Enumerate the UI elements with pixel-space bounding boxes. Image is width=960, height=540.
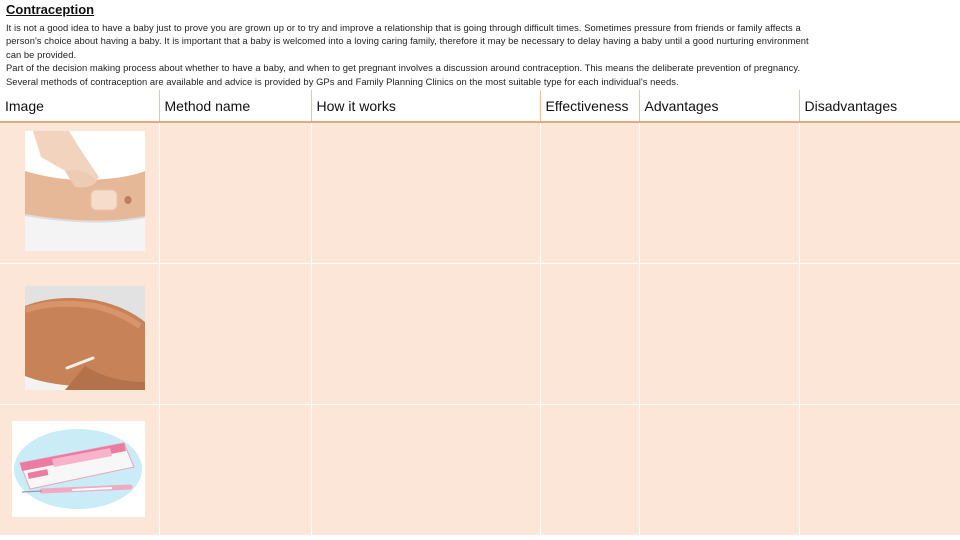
method-name-cell[interactable]: [159, 122, 311, 264]
effectiveness-cell[interactable]: [540, 405, 639, 536]
effectiveness-cell[interactable]: [540, 264, 639, 405]
method-name-cell[interactable]: [159, 405, 311, 536]
header-advantages: Advantages: [639, 90, 799, 122]
how-it-works-cell[interactable]: [311, 122, 540, 264]
contraception-table: [0, 90, 960, 536]
advantages-cell[interactable]: [639, 122, 799, 264]
advantages-cell[interactable]: [639, 264, 799, 405]
method-name-cell[interactable]: [159, 264, 311, 405]
how-it-works-cell[interactable]: [311, 405, 540, 536]
intro-line: Several methods of contraception are available and advice is provided by GPs and Family Planning Clinics on the most suitable type for each individual's needs.: [6, 75, 679, 87]
header-effectiveness: Effectiveness: [540, 90, 639, 122]
table-header-row: [0, 90, 960, 122]
table-row: [0, 264, 960, 405]
disadvantages-cell[interactable]: [799, 264, 960, 405]
effectiveness-cell[interactable]: [540, 122, 639, 264]
intro-line: It is not a good idea to have a baby just to prove you are grown up or to try and improve a relationship that is going through difficult times. Sometimes pressure from friends or family affects a: [6, 22, 801, 33]
table-row: [0, 122, 960, 264]
intro-line: person's choice about having a baby. It is important that a baby is welcomed into a loving caring family, therefore it may be necessary to delay having a baby until a good nurturing environment: [6, 35, 809, 47]
disadvantages-cell[interactable]: [799, 405, 960, 536]
header-disadvantages: Disadvantages: [799, 90, 960, 122]
contraceptive-injection-photo: [12, 421, 145, 517]
disadvantages-cell[interactable]: [799, 122, 960, 264]
intro-text: [6, 21, 951, 88]
intro-line: Part of the decision making process about whether to have a baby, and when to get pregnant involves a discussion around contraception. This means the deliberate prevention of pregnancy.: [6, 62, 801, 74]
contraceptive-patch-photo: [25, 131, 145, 251]
table-row: [0, 405, 960, 536]
advantages-cell[interactable]: [639, 405, 799, 536]
page-title: Contraception: [6, 2, 95, 17]
contraceptive-implant-photo: [25, 286, 145, 390]
header-method-name: Method name: [159, 90, 311, 122]
header-how-it-works: How it works: [311, 90, 540, 122]
image-cell: [0, 264, 159, 405]
image-cell: [0, 405, 159, 536]
how-it-works-cell[interactable]: [311, 264, 540, 405]
header-image: Image: [0, 90, 159, 122]
intro-line: can be provided.: [6, 48, 77, 60]
image-cell: [0, 122, 159, 264]
